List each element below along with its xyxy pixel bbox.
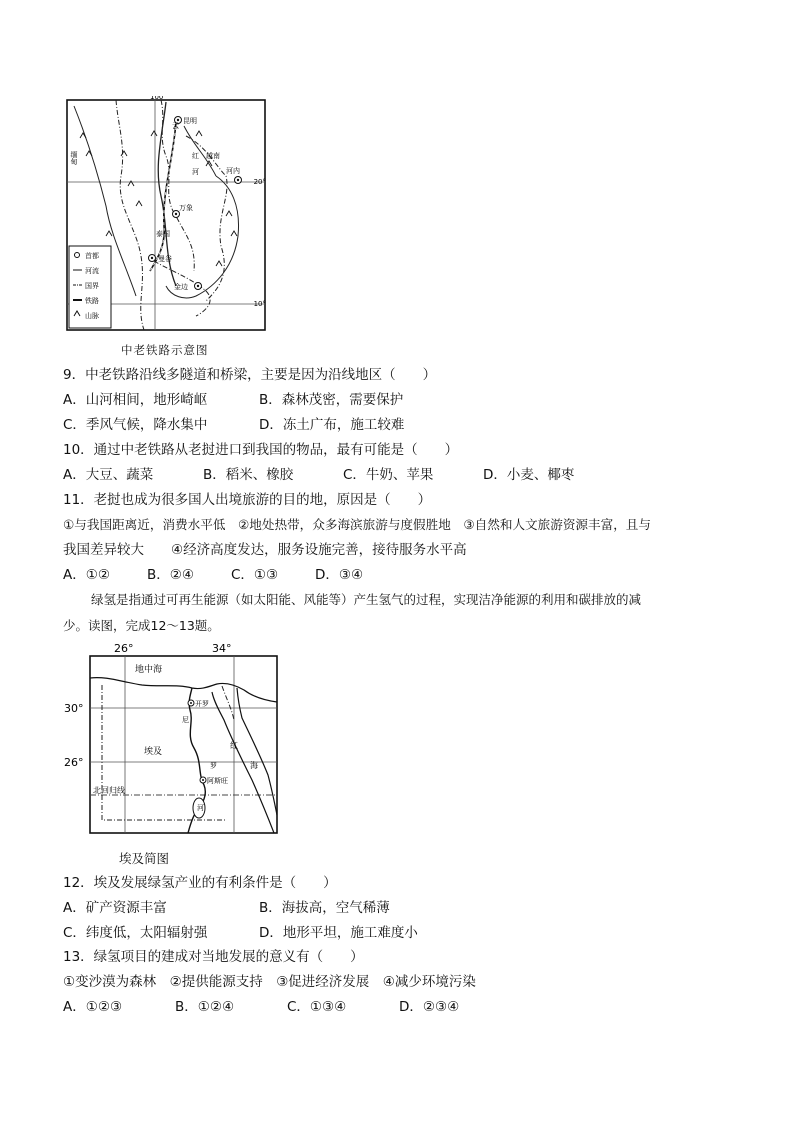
map2-lon26: 26°: [114, 642, 134, 655]
q12-option-d[interactable]: D．地形平坦，施工难度小: [259, 925, 418, 941]
map1-lat10: 10°: [253, 300, 266, 308]
q13-option-d[interactable]: D．②③④: [399, 999, 460, 1015]
map2-red2: 海: [250, 761, 258, 770]
intro-paragraph: [63, 587, 733, 639]
q10-option-d[interactable]: D．小麦、椰枣: [483, 467, 575, 483]
q9-option-a[interactable]: A．山河相间，地形崎岖: [63, 392, 208, 408]
map-laos-railway-svg: [66, 96, 266, 332]
q12-option-a[interactable]: A．矿产资源丰富: [63, 900, 167, 916]
map1-lon-label: 100°: [150, 96, 167, 101]
map2-lat26: 26°: [64, 756, 84, 769]
map1-lat20: 20°: [253, 178, 266, 186]
q10-stem: 10．通过中老铁路从老挝进口到我国的物品，最有可能是（ ）: [63, 442, 459, 458]
map2-nile1: 尼: [182, 716, 189, 724]
q9-options-row2: [63, 416, 404, 434]
q12-stem: 12．埃及发展绿氢产业的有利条件是（ ）: [63, 875, 337, 891]
map2-country: 埃及: [144, 747, 163, 757]
intro-line2: 少。读图，完成12～13题。: [63, 618, 220, 633]
map1-city-bangkok: 曼谷: [158, 255, 172, 263]
q9-option-d[interactable]: D．冻土广布，施工较难: [259, 417, 405, 433]
map2-lon34: 34°: [212, 642, 232, 655]
q13-option-c[interactable]: C．①③④: [287, 999, 347, 1015]
map1-legend-1: 河流: [85, 267, 99, 275]
q9-stem: 9．中老铁路沿线多隧道和桥梁，主要是因为沿线地区（ ）: [63, 367, 437, 383]
map2-tropic: 北回归线: [93, 786, 125, 795]
q11-option-c[interactable]: C．①③: [231, 567, 279, 583]
q10-option-b[interactable]: B．稻米、橡胶: [203, 467, 294, 483]
q11-stem: 11．老挝也成为很多国人出境旅游的目的地，原因是（ ）: [63, 492, 432, 508]
q12-option-b[interactable]: B．海拔高，空气稀薄: [259, 900, 390, 916]
map2-nile3: 河: [197, 804, 204, 812]
map2-lat30: 30°: [64, 702, 84, 715]
q13-option-a[interactable]: A．①②③: [63, 999, 123, 1015]
q12-option-c[interactable]: C．纬度低，太阳辐射强: [63, 925, 208, 941]
q13-option-b[interactable]: B．①②④: [175, 999, 235, 1015]
map2-red1: 红: [230, 741, 238, 750]
map1-legend-4: 山脉: [85, 312, 99, 320]
q10-option-c[interactable]: C．牛奶、苹果: [343, 467, 434, 483]
map1-caption: 中老铁路示意图: [121, 343, 209, 357]
map1-label-yuenan: 越南: [206, 152, 220, 160]
q10-option-a[interactable]: A．大豆、蔬菜: [63, 467, 154, 483]
map2-caption: 埃及简图: [119, 851, 170, 866]
q13-options: [63, 998, 459, 1016]
q11-options: [63, 566, 363, 584]
map1-label-he: 河: [192, 168, 199, 176]
map-egypt: [62, 640, 280, 836]
map1-label-miandian: 缅甸: [70, 151, 78, 165]
q9-option-b[interactable]: B．森林茂密，需要保护: [259, 392, 404, 408]
q12-options-row1: [63, 899, 390, 917]
q9-options-row1: [63, 391, 403, 409]
map1-label-taiguo: 泰国: [156, 230, 170, 238]
map1-legend-2: 国界: [85, 282, 99, 290]
map1-legend: [69, 246, 111, 328]
map1-label-yun: 云: [172, 122, 179, 130]
q13-stem: 13．绿氢项目的建成对当地发展的意义有（ ）: [63, 949, 364, 965]
q11-option-d[interactable]: D．③④: [315, 567, 364, 583]
map1-city-hanoi: 河内: [226, 167, 240, 175]
q11-line1: ①与我国距离近，消费水平低 ②地处热带，众多海滨旅游与度假胜地 ③自然和人文旅游资源丰富，且与: [63, 517, 651, 532]
map2-nile2: 罗: [210, 762, 217, 770]
map-laos-railway: [66, 96, 266, 332]
map2-aswan: 阿斯旺: [207, 777, 228, 785]
intro-line1: 绿氢是指通过可再生能源（如太阳能、风能等）产生氢气的过程，实现洁净能源的利用和碳排放的减: [91, 592, 642, 607]
q13-line1: ①变沙漠为森林 ②提供能源支持 ③促进经济发展 ④减少环境污染: [63, 974, 476, 990]
map1-label-hong: 红: [192, 152, 199, 160]
map1-city-kunming: 昆明: [183, 117, 197, 125]
map-egypt-svg: [62, 640, 280, 836]
q9-option-c[interactable]: C．季风气候，降水集中: [63, 417, 208, 433]
q11-option-b[interactable]: B．②④: [147, 567, 194, 583]
q11-line2: 我国差异较大 ④经济高度发达，服务设施完善，接待服务水平高: [63, 542, 467, 558]
map1-city-phnompenh: 金边: [174, 283, 188, 291]
q10-options: [63, 466, 574, 484]
q11-option-a[interactable]: A．①②: [63, 567, 110, 583]
q12-options-row2: [63, 924, 418, 942]
map1-legend-0: 首都: [85, 252, 99, 260]
map1-city-vientiane: 万象: [179, 204, 193, 212]
map2-sea: 地中海: [135, 665, 163, 675]
map1-legend-3: 铁路: [85, 297, 99, 305]
map2-cairo: 开罗: [195, 700, 209, 708]
